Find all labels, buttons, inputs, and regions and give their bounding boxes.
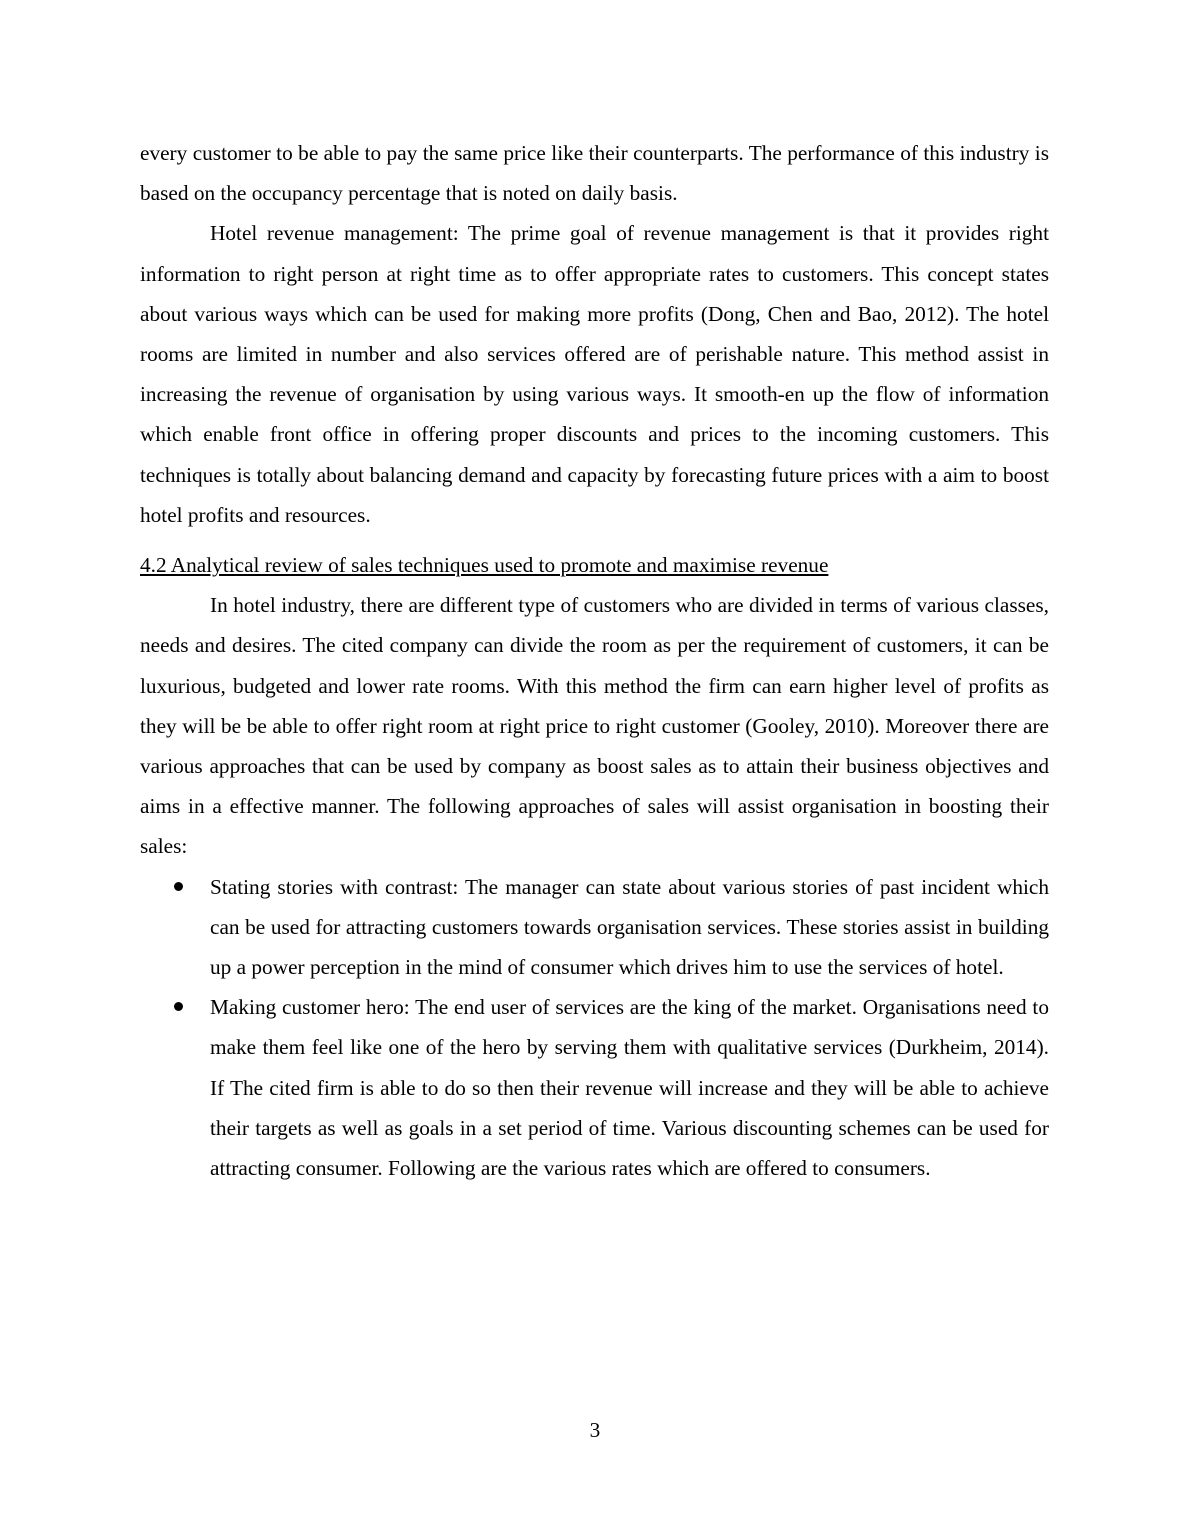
bullet-list [140,867,1049,1189]
list-item-text: Stating stories with contrast: The manager can state about various stories of past incident which can be used for attracting customers towards organisation services. These stories assist in building up a power perception in the mind of consumer which drives him to use the services of hotel. [210,874,1049,980]
list-item-text: Making customer hero: The end user of services are the king of the market. Organisations need to make them feel like one of the hero by serving them with qualitative services (Durkheim, 2014). If The cited firm is able to do so then their revenue will increase and they will be able to achieve their targets as well as goals in a set period of time. Various discounting schemes can be used for attracting consumer. Following are the various rates which are offered to consumers. [210,995,1049,1181]
list-item [140,867,1049,988]
bullet-icon [174,1002,183,1011]
page-number: 3 [589,1418,601,1442]
list-item [140,987,1049,1188]
paragraph-hotel-revenue-management: Hotel revenue management: The prime goal of revenue management is that it provides right information to right person at right time as to offer appropriate rates to customers. This concept states about various ways which can be used for making more profits (Dong, Chen and Bao, 2012). The hotel rooms are limited in number and also services offered are of perishable nature. This method assist in increasing the revenue of organisation by using various ways. It smooth-en up the flow of information which enable front office in offering proper discounts and prices to the incoming customers. This techniques is totally about balancing demand and capacity by forecasting future prices with a aim to boost hotel profits and resources. [140,221,1049,527]
paragraph-continuation: every customer to be able to pay the same price like their counterparts. The performance of this industry is based on the occupancy percentage that is noted on daily basis. [140,141,1049,206]
section-heading-4-2: 4.2 Analytical review of sales techniques used to promote and maximise revenue [140,553,829,578]
bullet-icon [174,882,183,891]
paragraph-customer-types: In hotel industry, there are different type of customers who are divided in terms of various classes, needs and desires. The cited company can divide the room as per the requirement of customers, it can be luxurious, budgeted and lower rate rooms. With this method the firm can earn higher level of profits as they will be be able to offer right room at right price to right customer (Gooley, 2010). Moreover there are various approaches that can be used by company as boost sales as to attain their business objectives and aims in a effective manner. The following approaches of sales will assist organisation in boosting their sales: [140,593,1049,859]
page-body [140,133,1049,1188]
